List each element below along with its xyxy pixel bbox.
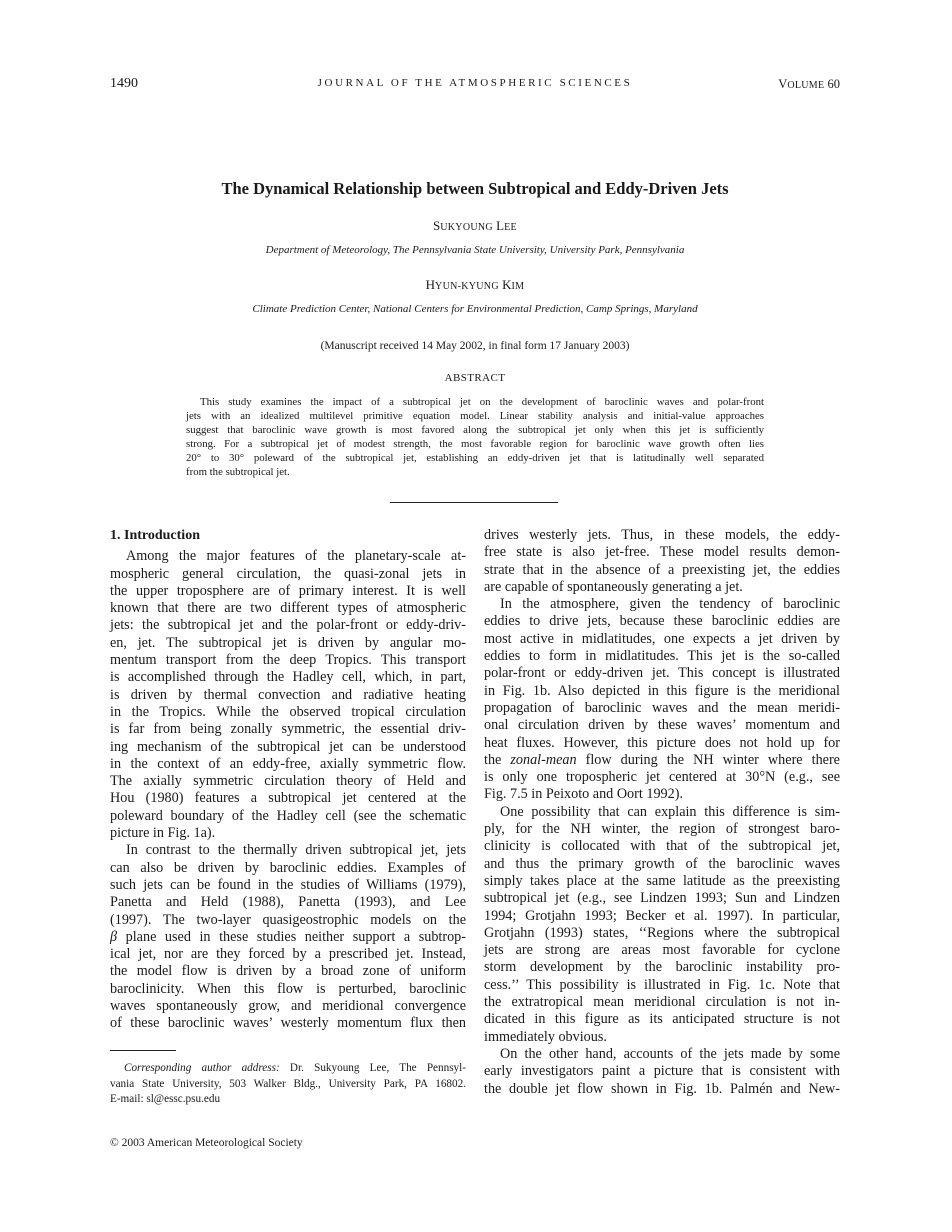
text-line: polar-front or eddy-driven jet. This concept is illustrated — [484, 665, 840, 682]
text-line-beta — [110, 929, 466, 946]
text-line: is driven by thermal convection and radiative heating — [110, 686, 466, 703]
text-line: subtropical jet (e.g., see Lindzen 1993; Sun and Lindzen — [484, 890, 840, 907]
page-number: 1490 — [110, 76, 138, 91]
text-line: The axially symmetric circulation theory of Held and — [110, 773, 466, 790]
text-line: One possibility that can explain this difference is sim- — [500, 803, 840, 820]
text-line: ical jet, nor are they forced by a prescribed jet. Instead, — [110, 946, 466, 963]
text-line: is accomplished through the Hadley cell, which, in part, — [110, 669, 466, 686]
text-line: immediately obvious. — [484, 1028, 607, 1045]
text-line: Panetta and Held (1988), Panetta (1993), and Lee — [110, 894, 466, 911]
text-line: Grotjahn (1993) states, ‘‘Regions where the subtropical — [484, 924, 840, 941]
author-surname-rest: IM — [511, 281, 525, 292]
text-line: heat fluxes. However, this picture does not hold up for — [484, 734, 840, 751]
text-line: dicated in this figure as its anticipated structure is not — [484, 1011, 840, 1028]
text-line: en, jet. The subtropical jet is driven by angular mo- — [110, 634, 466, 651]
text-line: early investigators paint a picture that is consistent with — [484, 1063, 840, 1080]
text-line: simply takes place at the same latitude as the preexisting — [484, 872, 840, 889]
author-surname-rest: EE — [504, 222, 517, 233]
text-line: 1994; Grotjahn 1993; Becker et al. 1997). In particular, — [484, 907, 840, 924]
beta-symbol: β — [110, 928, 118, 945]
text-line: the model flow is driven by a broad zone of uniform — [110, 963, 466, 980]
journal-name: JOURNAL OF THE ATMOSPHERIC SCIENCES — [317, 77, 633, 89]
text-line: eddies to drive jets, because these baroclinic eddies are — [484, 613, 840, 630]
text-line: in Fig. 1b. Also depicted in this figure is the meridional — [484, 682, 840, 699]
italic-term: zonal-mean — [510, 751, 577, 768]
author-initial: S — [433, 218, 441, 233]
text-line: jets: the subtropical jet and the polar-front or eddy-driv- — [110, 617, 466, 634]
text-line: can also be driven by baroclinic eddies. Examples of — [110, 859, 466, 876]
abstract-line: strong. For a subtropical jet of modest strength, the most favorable region for baroclinic wave growth often lies — [186, 438, 764, 451]
footnote-label: Corresponding author address: — [124, 1062, 280, 1074]
section-heading: 1. Introduction — [110, 528, 200, 543]
text-line: Among the major features of the planetary-scale at- — [126, 548, 466, 565]
text-line: is far from being zonally symmetric, the essential driv- — [110, 721, 466, 738]
text-fragment: flow during the NH winter where there — [576, 751, 840, 768]
text-line-zonal-mean — [484, 752, 840, 769]
text-line: mentum transport from the deep Tropics. This transport — [110, 652, 466, 669]
text-line: ing mechanism of the subtropical jet can be understood — [110, 738, 466, 755]
text-line: baroclinicity. When this flow is perturbed, baroclinic — [110, 980, 466, 997]
paper-title: The Dynamical Relationship between Subtropical and Eddy-Driven Jets — [221, 179, 729, 198]
author-name — [110, 218, 840, 234]
left-column — [110, 527, 466, 1033]
text-line: poleward boundary of the Hadley cell (see the schematic — [110, 807, 466, 824]
footnote-rule — [110, 1050, 176, 1051]
copyright-notice: © 2003 American Meteorological Society — [110, 1137, 303, 1149]
footnote-line: vania State University, 503 Walker Bldg., University Park, PA 16802. — [110, 1077, 466, 1090]
manuscript-dates: (Manuscript received 14 May 2002, in final form 17 January 2003) — [320, 340, 630, 352]
author-surname-initial: L — [496, 218, 505, 233]
text-line: picture in Fig. 1a). — [110, 825, 216, 842]
abstract-body — [186, 395, 764, 480]
footnote — [110, 1061, 466, 1108]
text-line: waves spontaneously grow, and meridional convergence — [110, 998, 466, 1015]
volume-initial: V — [778, 77, 788, 91]
text-line: and thus the primary growth of the baroclinic waves — [484, 855, 840, 872]
text-line: the extratropical mean meridional circulation is not in- — [484, 994, 840, 1011]
text-line: jets are strong are areas most favorable for cyclone — [484, 942, 840, 959]
author-affiliation: Department of Meteorology, The Pennsylvania State University, University Park, Pennsylvania — [265, 244, 685, 256]
footnote-email: E-mail: sl@essc.psu.edu — [110, 1093, 221, 1105]
author-surname-initial: K — [502, 277, 512, 292]
abstract-heading: ABSTRACT — [444, 372, 506, 384]
text-line: such jets can be found in the studies of Williams (1979), — [110, 876, 466, 893]
abstract-line: This study examines the impact of a subtropical jet on the development of baroclinic waves and polar-front — [200, 396, 764, 408]
text-line: the upper troposphere are of primary interest. It is well — [110, 582, 466, 599]
text-line: cess.’’ This possibility is illustrated in Fig. 1c. Note that — [484, 976, 840, 993]
text-line-rest: plane used in these studies neither support a subtrop- — [125, 928, 466, 945]
abstract-line: from the subtropical jet. — [186, 466, 290, 479]
text-line: drives westerly jets. Thus, in these models, the eddy- — [484, 527, 840, 543]
text-line: clinicity is collocated with that of the subtropical jet, — [484, 838, 840, 855]
text-line: In contrast to the thermally driven subtropical jet, jets — [126, 842, 466, 859]
text-line: known that there are two different types of atmospheric — [110, 600, 466, 617]
text-line: most active in midlatitudes, one expects a jet driven by — [484, 630, 840, 647]
text-line: the double jet flow shown in Fig. 1b. Palmén and New- — [484, 1080, 840, 1097]
text-line: onal circulation driven by these waves’ momentum and — [484, 717, 840, 734]
text-line: storm development by the baroclinic instability pro- — [484, 959, 840, 976]
author-initial: H — [425, 277, 436, 292]
author-given-rest: UKYOUNG — [440, 222, 493, 233]
footnote-line — [110, 1061, 466, 1077]
right-column — [484, 527, 840, 1098]
volume-rest: OLUME — [787, 80, 825, 91]
text-line: (1997). The two-layer quasigeostrophic models on the — [110, 911, 466, 928]
text-fragment: the — [484, 751, 511, 768]
text-line: in the Tropics. While the observed tropical circulation — [110, 703, 466, 720]
author-name — [110, 277, 840, 293]
abstract-line: jets with an idealized multilevel primitive equation model. Linear stability analysis and initial-value approaches — [186, 410, 764, 423]
text-line: are capable of spontaneously generating a jet. — [484, 578, 743, 595]
text-line: propagation of baroclinic waves and the mean meridi- — [484, 699, 840, 716]
footnote-text: Dr. Sukyoung Lee, The Pennsyl- — [279, 1062, 466, 1074]
text-line: On the other hand, accounts of the jets made by some — [500, 1045, 840, 1062]
text-line: ply, for the NH winter, the region of strongest baro- — [484, 821, 840, 838]
text-line: strate that in the absence of a preexisting jet, the eddies — [484, 561, 840, 578]
text-line: eddies to form in midlatitudes. This jet is the so-called — [484, 648, 840, 665]
text-line: of these baroclinic waves’ westerly momentum flux then — [110, 1015, 466, 1032]
volume-number: 60 — [827, 77, 840, 91]
abstract-line: 20° to 30° poleward of the subtropical jet, establishing an eddy-driven jet that is latitudinally well separated — [186, 452, 764, 465]
text-line: In the atmosphere, given the tendency of baroclinic — [500, 596, 840, 613]
abstract-line: suggest that baroclinic wave growth is most favored along the subtropical jet only when this jet is sufficiently — [186, 424, 764, 437]
text-line: Hou (1980) features a subtropical jet centered at the — [110, 790, 466, 807]
text-line: mospheric general circulation, the quasi-zonal jets in — [110, 565, 466, 582]
text-line: free state is also jet-free. These model results demon- — [484, 544, 840, 561]
divider-rule — [390, 502, 558, 503]
volume-label — [778, 77, 840, 92]
text-line: in the context of an eddy-free, axially symmetric flow. — [110, 755, 466, 772]
author-given-rest: YUN-KYUNG — [435, 281, 499, 292]
author-affiliation: Climate Prediction Center, National Centers for Environmental Prediction, Camp Springs, Maryland — [252, 303, 698, 315]
text-line: Fig. 7.5 in Peixoto and Oort 1992). — [484, 786, 684, 803]
text-line: is only one tropospheric jet centered at 30°N (e.g., see — [484, 769, 840, 786]
running-head — [110, 76, 840, 92]
